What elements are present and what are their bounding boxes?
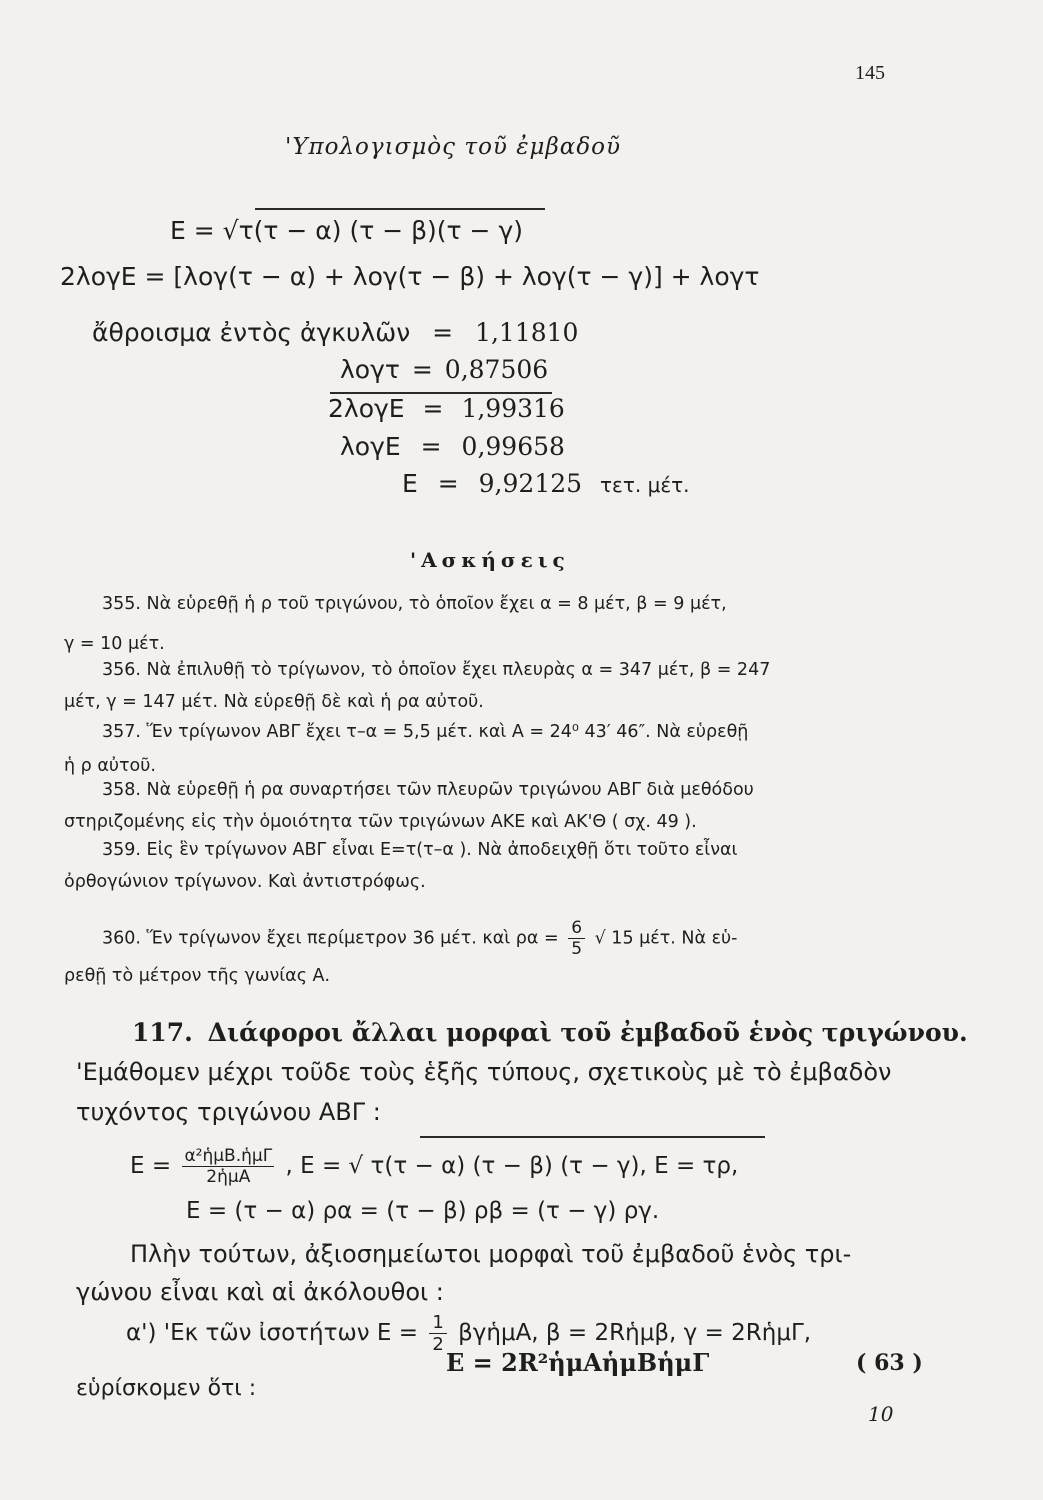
exercise-line: ἡ ρ αὐτοῦ. bbox=[64, 756, 156, 776]
exercise-360-text: 360. Ἕν τρίγωνον ἔχει περίμετρον 36 μέτ. καὶ ρα = bbox=[102, 928, 559, 949]
calc-row-e bbox=[402, 469, 690, 498]
calc-value: 9,92125 bbox=[478, 469, 583, 498]
fraction-denominator: 5 bbox=[571, 939, 583, 959]
calc-value: 1,99316 bbox=[461, 394, 565, 423]
calc-label: 2λογE bbox=[328, 394, 405, 423]
body-line: γώνου εἶναι καὶ αἱ ἀκόλουθοι : bbox=[76, 1278, 444, 1306]
calc-label: λογE bbox=[340, 432, 401, 461]
formula-lhs: E = bbox=[130, 1153, 172, 1179]
calc-label: ἄθροισμα ἐντὸς ἀγκυλῶν bbox=[92, 318, 411, 347]
exercise-line: 356. Νὰ ἐπιλυθῇ τὸ τρίγωνον, τὸ ὁποῖον ἔχει πλευρὰς α = 347 μέτ, β = 247 bbox=[102, 660, 771, 680]
area-formula-2: E = (τ − α) ρα = (τ − β) ρβ = (τ − γ) ργ. bbox=[186, 1198, 660, 1224]
intro-line: 'Εμάθομεν μέχρι τοῦδε τοὺς ἑξῆς τύπους, σχετικοὺς μὲ τὸ ἐμβαδὸν bbox=[76, 1058, 892, 1086]
calc-eq: = bbox=[432, 318, 454, 347]
exercise-line: στηριζομένης εἰς τὴν ὁμοιότητα τῶν τριγώνων ΑΚΕ καὶ ΑΚ'Θ ( σχ. 49 ). bbox=[64, 812, 697, 832]
equation-number: ( 63 ) bbox=[856, 1350, 923, 1376]
intro-line: τυχόντος τριγώνου ΑΒΓ : bbox=[76, 1098, 381, 1126]
section-title: 'Υπολογισμὸς τοῦ ἐμβαδοῦ bbox=[285, 134, 622, 160]
exercise-360 bbox=[102, 918, 737, 959]
calc-row-sum bbox=[92, 318, 578, 347]
fraction bbox=[429, 1312, 446, 1355]
radical-overline bbox=[420, 1136, 765, 1138]
calc-row-2loge bbox=[328, 394, 565, 423]
calc-eq: = bbox=[411, 355, 433, 384]
exercise-line: μέτ, γ = 147 μέτ. Νὰ εὑρεθῇ δὲ καὶ ἡ ρα αὐτοῦ. bbox=[64, 692, 484, 712]
exercise-line: 355. Νὰ εὑρεθῇ ἡ ρ τοῦ τριγώνου, τὸ ὁποῖον ἔχει α = 8 μέτ, β = 9 μέτ, bbox=[102, 594, 727, 614]
fraction-numerator: α²ἡμΒ.ἡμΓ bbox=[184, 1146, 273, 1166]
calc-eq: = bbox=[422, 394, 444, 423]
folio: 10 bbox=[868, 1402, 894, 1426]
result-formula: E = 2R²ἡμΑἡμΒἡμΓ bbox=[446, 1348, 710, 1377]
page-number: 145 bbox=[855, 62, 885, 84]
exercise-line: 358. Νὰ εὑρεθῇ ἡ ρα συναρτήσει τῶν πλευρῶν τριγώνου ΑΒΓ διὰ μεθόδου bbox=[102, 780, 754, 800]
fraction-numerator: 1 bbox=[429, 1312, 446, 1334]
exercise-line: ρεθῇ τὸ μέτρον τῆς γωνίας Α. bbox=[64, 966, 331, 986]
calc-value: 0,87506 bbox=[444, 355, 549, 384]
radical-overline bbox=[255, 208, 545, 210]
calc-value: 1,11810 bbox=[475, 318, 579, 347]
fraction-denominator: 2ἡμΑ bbox=[206, 1167, 251, 1187]
section-117-heading bbox=[132, 1018, 968, 1047]
fraction-denominator: 2 bbox=[432, 1334, 444, 1355]
calc-unit: τετ. μέτ. bbox=[600, 473, 690, 497]
section-number: 117. bbox=[132, 1018, 193, 1047]
calc-eq: = bbox=[420, 432, 442, 461]
calc-label: λογτ bbox=[340, 355, 400, 384]
formula-rest: , E = √ τ(τ − α) (τ − β) (τ − γ), E = τρ, bbox=[285, 1153, 739, 1179]
log-equation: 2λογE = [λογ(τ − α) + λογ(τ − β) + λογ(τ − γ)] + λογτ bbox=[60, 262, 760, 291]
body-line: Πλὴν τούτων, ἀξιοσημείωτοι μορφαὶ τοῦ ἐμβαδοῦ ἑνὸς τρι- bbox=[130, 1240, 852, 1268]
exercise-line: γ = 10 μέτ. bbox=[64, 634, 165, 654]
calc-value: 0,99658 bbox=[461, 432, 565, 461]
exercise-line: 359. Εἰς ἓν τρίγωνον ΑΒΓ εἶναι Ε=τ(τ–α ). Νὰ ἀποδειχθῇ ὅτι τοῦτο εἶναι bbox=[102, 840, 738, 860]
alpha-rest: βγἡμΑ, β = 2Rἡμβ, γ = 2RἡμΓ, bbox=[458, 1320, 812, 1346]
heron-formula: E = √τ(τ − α) (τ − β)(τ − γ) bbox=[170, 216, 523, 245]
find-text: εὑρίσκομεν ὅτι : bbox=[76, 1376, 257, 1401]
exercises-heading: 'Ασκήσεις bbox=[410, 548, 570, 572]
calc-label: E bbox=[402, 469, 418, 498]
calc-row-logt bbox=[340, 355, 548, 384]
calc-row-loge bbox=[340, 432, 565, 461]
alpha-text: α') 'Εκ τῶν ἰσοτήτων E = bbox=[126, 1320, 418, 1346]
area-formula-1 bbox=[130, 1146, 738, 1187]
calc-eq: = bbox=[437, 469, 459, 498]
exercise-line: 357. Ἕν τρίγωνον ΑΒΓ ἔχει τ–α = 5,5 μέτ. καὶ Α = 24⁰ 43′ 46″. Νὰ εὑρεθῇ bbox=[102, 722, 749, 742]
fraction-numerator: 6 bbox=[568, 918, 585, 939]
fraction bbox=[568, 918, 585, 959]
section-heading-text: Διάφοροι ἄλλαι μορφαὶ τοῦ ἐμβαδοῦ ἑνὸς τριγώνου. bbox=[207, 1018, 968, 1047]
exercise-360-rest: √ 15 μέτ. Νὰ εὑ- bbox=[594, 928, 738, 949]
fraction bbox=[182, 1146, 274, 1187]
exercise-line: ὀρθογώνιον τρίγωνον. Καὶ ἀντιστρόφως. bbox=[64, 872, 426, 892]
